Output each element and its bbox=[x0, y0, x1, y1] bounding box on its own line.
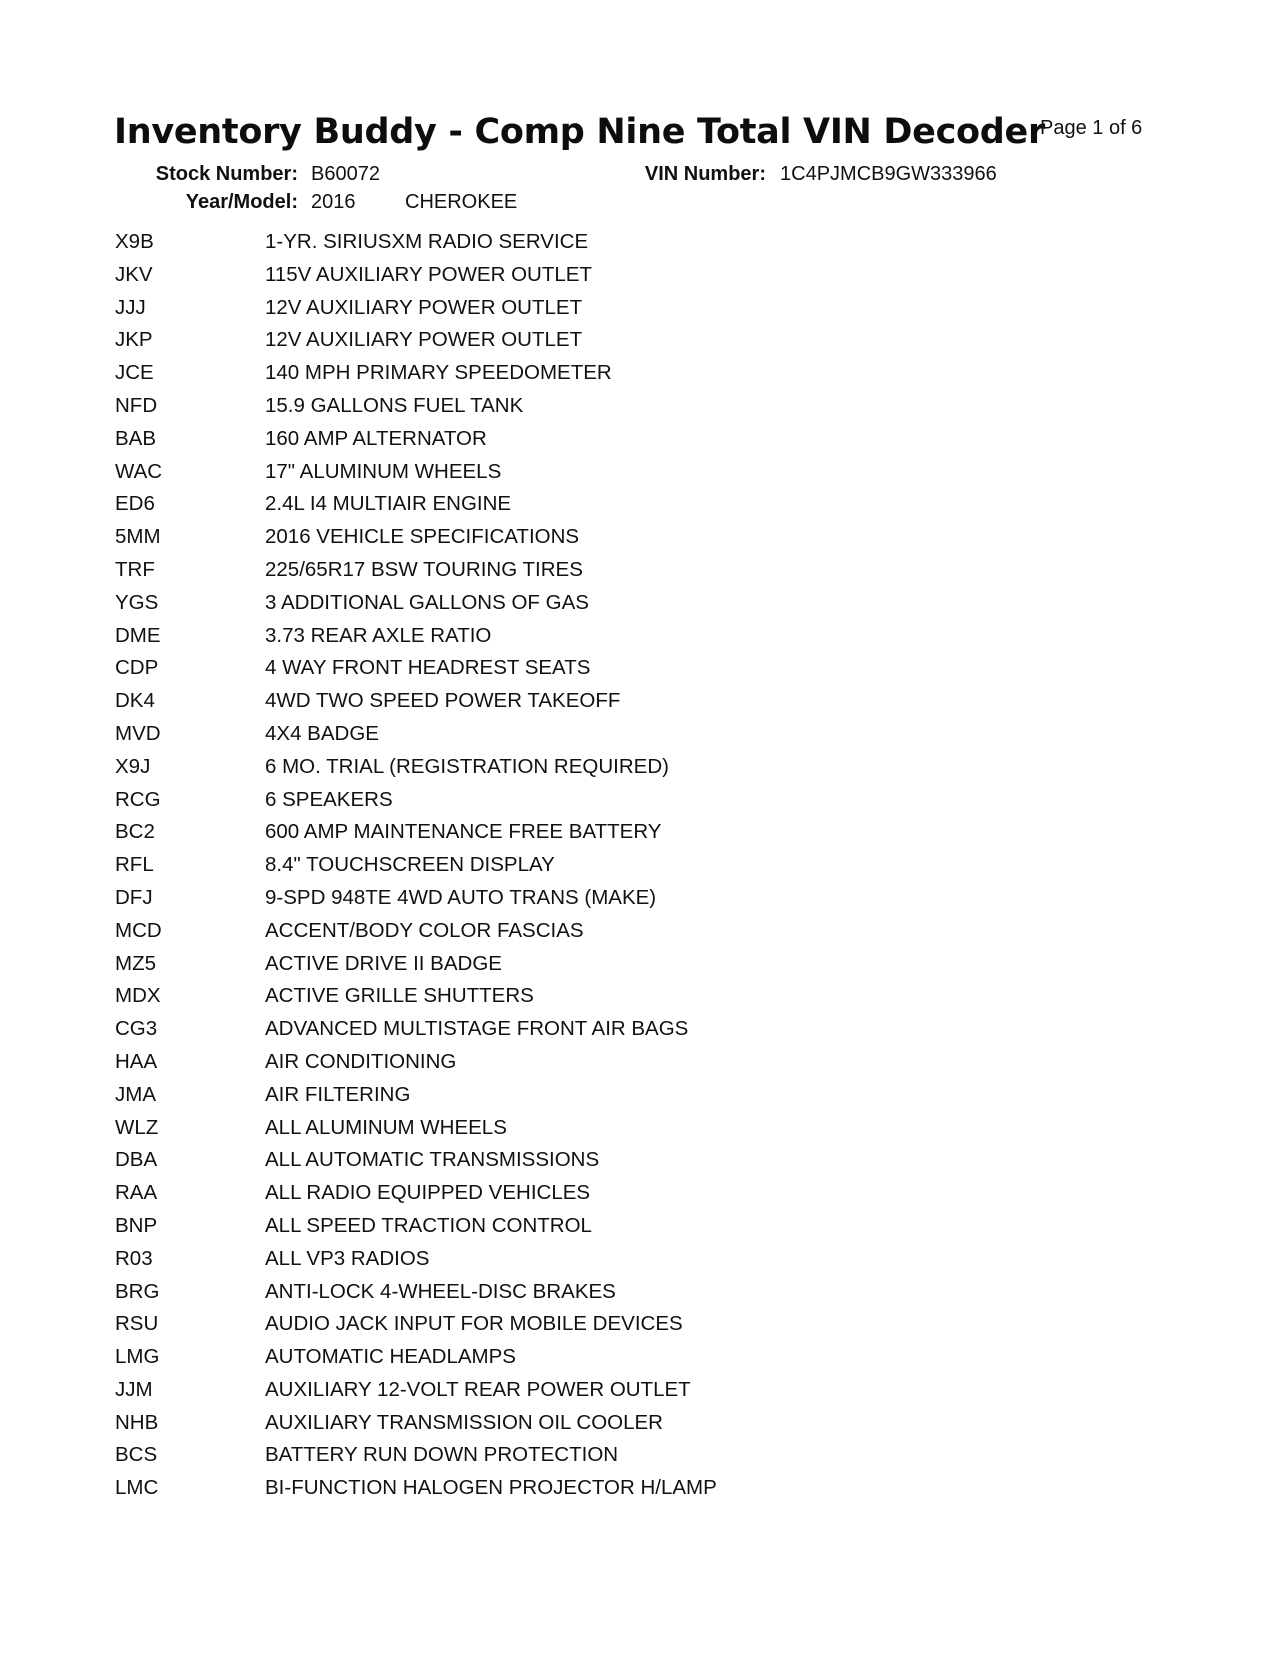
list-item bbox=[115, 1046, 1015, 1079]
page-indicator: Page 1 of 6 bbox=[1040, 117, 1143, 139]
list-item bbox=[115, 1079, 1015, 1112]
option-code: ED6 bbox=[115, 492, 155, 516]
option-code: BAB bbox=[115, 426, 157, 450]
option-description: 6 SPEAKERS bbox=[265, 787, 393, 811]
list-item bbox=[115, 554, 1015, 587]
option-code: TRF bbox=[115, 557, 155, 581]
option-code: RFL bbox=[115, 853, 154, 877]
list-item bbox=[115, 259, 1015, 292]
option-description: 225/65R17 BSW TOURING TIRES bbox=[265, 557, 583, 581]
option-code: JJM bbox=[115, 1377, 153, 1401]
list-item bbox=[115, 980, 1015, 1013]
option-description: BI-FUNCTION HALOGEN PROJECTOR H/LAMP bbox=[265, 1476, 717, 1500]
option-code: 5MM bbox=[115, 525, 161, 549]
option-code: JKV bbox=[115, 262, 153, 286]
list-item bbox=[115, 751, 1015, 784]
option-description: 4WD TWO SPEED POWER TAKEOFF bbox=[265, 689, 621, 713]
option-description: 160 AMP ALTERNATOR bbox=[265, 426, 487, 450]
option-code: DFJ bbox=[115, 885, 153, 909]
option-code: MZ5 bbox=[115, 951, 156, 975]
list-item bbox=[115, 915, 1015, 948]
option-code: BCS bbox=[115, 1443, 158, 1467]
list-item bbox=[115, 1210, 1015, 1243]
list-item bbox=[115, 948, 1015, 981]
option-description: ALL SPEED TRACTION CONTROL bbox=[265, 1213, 592, 1237]
list-item bbox=[115, 1374, 1015, 1407]
list-item bbox=[115, 620, 1015, 653]
option-description: ALL RADIO EQUIPPED VEHICLES bbox=[265, 1181, 591, 1205]
option-code: DBA bbox=[115, 1148, 158, 1172]
option-description: 4X4 BADGE bbox=[265, 721, 379, 745]
option-description: AUXILIARY TRANSMISSION OIL COOLER bbox=[265, 1410, 663, 1434]
option-description: AIR CONDITIONING bbox=[265, 1049, 457, 1073]
option-code: DME bbox=[115, 623, 161, 647]
list-item bbox=[115, 1276, 1015, 1309]
list-item bbox=[115, 1013, 1015, 1046]
option-description: 4 WAY FRONT HEADREST SEATS bbox=[265, 656, 591, 680]
option-description: 140 MPH PRIMARY SPEEDOMETER bbox=[265, 361, 612, 385]
option-description: 15.9 GALLONS FUEL TANK bbox=[265, 393, 524, 417]
list-item bbox=[115, 521, 1015, 554]
option-description: 600 AMP MAINTENANCE FREE BATTERY bbox=[265, 820, 662, 844]
option-description: ACTIVE GRILLE SHUTTERS bbox=[265, 984, 534, 1008]
option-description: 12V AUXILIARY POWER OUTLET bbox=[265, 328, 583, 352]
report-title: Inventory Buddy - Comp Nine Total VIN Decoder bbox=[114, 112, 1045, 152]
year-model-label: Year/Model: bbox=[185, 191, 298, 213]
list-item bbox=[115, 423, 1015, 456]
option-code: RCG bbox=[115, 787, 161, 811]
vin-number-label: VIN Number: bbox=[644, 163, 766, 185]
option-code: X9B bbox=[115, 230, 154, 253]
option-description: 3.73 REAR AXLE RATIO bbox=[265, 623, 492, 647]
option-code: MVD bbox=[115, 721, 161, 745]
option-code: DK4 bbox=[115, 689, 155, 713]
list-item bbox=[115, 587, 1015, 620]
option-code: CDP bbox=[115, 656, 159, 680]
option-code: LMC bbox=[115, 1476, 159, 1500]
option-code: BC2 bbox=[115, 820, 155, 844]
option-code: JCE bbox=[115, 361, 154, 385]
option-code: RAA bbox=[115, 1181, 158, 1205]
option-description: AUDIO JACK INPUT FOR MOBILE DEVICES bbox=[265, 1312, 683, 1336]
option-code: JKP bbox=[115, 328, 153, 352]
option-code: JMA bbox=[115, 1082, 156, 1106]
option-code: LMG bbox=[115, 1345, 160, 1369]
option-description: 115V AUXILIARY POWER OUTLET bbox=[265, 262, 592, 286]
option-description: ALL AUTOMATIC TRANSMISSIONS bbox=[265, 1148, 600, 1172]
list-item bbox=[115, 357, 1015, 390]
list-item bbox=[115, 816, 1015, 849]
list-item bbox=[115, 652, 1015, 685]
option-description: 2016 VEHICLE SPECIFICATIONS bbox=[265, 525, 580, 549]
list-item bbox=[115, 1308, 1015, 1341]
option-description: 6 MO. TRIAL (REGISTRATION REQUIRED) bbox=[265, 754, 669, 778]
list-item bbox=[115, 292, 1015, 325]
list-item bbox=[115, 324, 1015, 357]
option-code: WLZ bbox=[115, 1115, 159, 1139]
option-code-list bbox=[115, 226, 1015, 1505]
option-description: 3 ADDITIONAL GALLONS OF GAS bbox=[265, 590, 589, 614]
option-code: BNP bbox=[115, 1213, 158, 1237]
list-item bbox=[115, 1407, 1015, 1440]
option-description: ACCENT/BODY COLOR FASCIAS bbox=[265, 918, 584, 942]
list-item bbox=[115, 882, 1015, 915]
list-item bbox=[115, 226, 1015, 259]
option-code: X9J bbox=[115, 754, 151, 778]
option-code: BRG bbox=[115, 1279, 160, 1303]
model-value: CHEROKEE bbox=[405, 191, 518, 213]
list-item bbox=[115, 1177, 1015, 1210]
option-code: JJJ bbox=[115, 295, 146, 319]
list-item bbox=[115, 784, 1015, 817]
list-item bbox=[115, 1112, 1015, 1145]
option-code: RSU bbox=[115, 1312, 159, 1336]
list-item bbox=[115, 1341, 1015, 1374]
stock-number-value: B60072 bbox=[311, 163, 380, 185]
list-item bbox=[115, 390, 1015, 423]
option-description: ACTIVE DRIVE II BADGE bbox=[265, 951, 502, 975]
year-value: 2016 bbox=[311, 191, 356, 213]
option-description: AIR FILTERING bbox=[265, 1082, 411, 1106]
option-code: HAA bbox=[115, 1049, 158, 1073]
option-description: AUXILIARY 12-VOLT REAR POWER OUTLET bbox=[265, 1377, 691, 1401]
option-code: WAC bbox=[115, 459, 163, 483]
list-item bbox=[115, 685, 1015, 718]
option-description: ANTI-LOCK 4-WHEEL-DISC BRAKES bbox=[265, 1279, 616, 1303]
vin-number-value: 1C4PJMCB9GW333966 bbox=[780, 163, 997, 185]
option-code: MDX bbox=[115, 984, 161, 1008]
option-description: 12V AUXILIARY POWER OUTLET bbox=[265, 295, 583, 319]
list-item bbox=[115, 718, 1015, 751]
option-code: R03 bbox=[115, 1246, 153, 1270]
option-description: ADVANCED MULTISTAGE FRONT AIR BAGS bbox=[265, 1017, 689, 1041]
list-item bbox=[115, 488, 1015, 521]
option-code: CG3 bbox=[115, 1017, 158, 1041]
option-code: YGS bbox=[115, 590, 159, 614]
option-code: MCD bbox=[115, 918, 162, 942]
option-description: AUTOMATIC HEADLAMPS bbox=[265, 1345, 516, 1369]
list-item bbox=[115, 1144, 1015, 1177]
option-description: 1-YR. SIRIUSXM RADIO SERVICE bbox=[265, 230, 589, 253]
list-item bbox=[115, 1472, 1015, 1505]
list-item bbox=[115, 1439, 1015, 1472]
list-item bbox=[115, 1243, 1015, 1276]
option-description: 17" ALUMINUM WHEELS bbox=[265, 459, 502, 483]
stock-number-label: Stock Number: bbox=[155, 163, 298, 185]
option-description: 8.4" TOUCHSCREEN DISPLAY bbox=[265, 853, 555, 877]
option-code: NFD bbox=[115, 393, 158, 417]
option-description: ALL ALUMINUM WHEELS bbox=[265, 1115, 507, 1139]
option-description: 2.4L I4 MULTIAIR ENGINE bbox=[265, 492, 512, 516]
list-item bbox=[115, 456, 1015, 489]
option-description: 9-SPD 948TE 4WD AUTO TRANS (MAKE) bbox=[265, 885, 657, 909]
option-code: NHB bbox=[115, 1410, 159, 1434]
list-item bbox=[115, 849, 1015, 882]
option-description: BATTERY RUN DOWN PROTECTION bbox=[265, 1443, 619, 1467]
option-description: ALL VP3 RADIOS bbox=[265, 1246, 430, 1270]
